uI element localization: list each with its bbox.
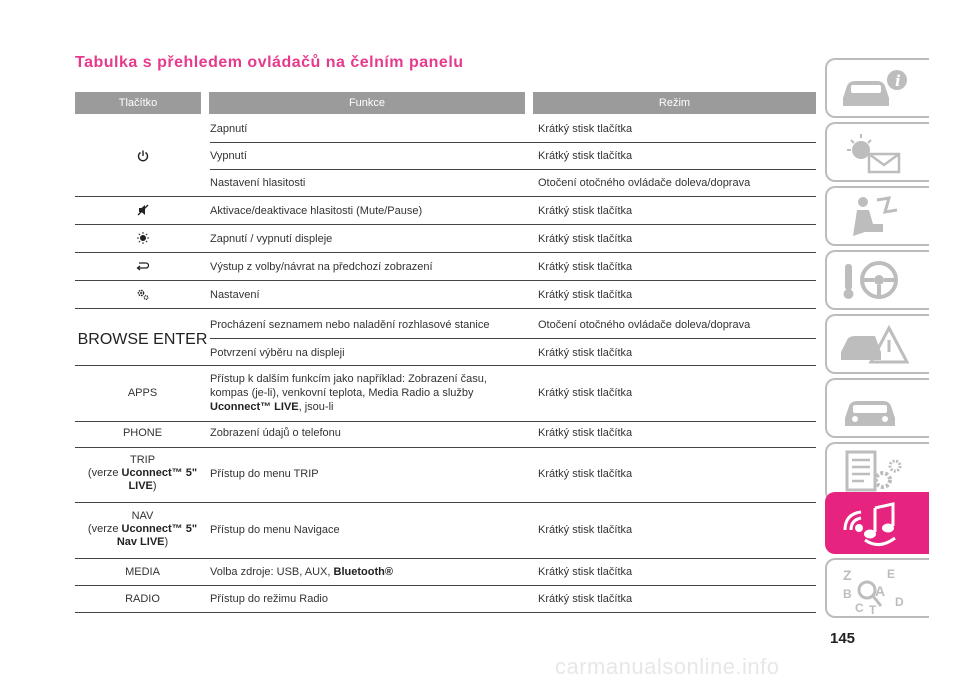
document-gear-icon: [839, 450, 909, 496]
function-prefix: Volba zdroje: USB, AUX,: [210, 566, 334, 578]
row-divider: [75, 280, 816, 281]
row-divider: [75, 196, 816, 197]
bold-term: Nav LIVE: [116, 536, 165, 548]
function-text: Zobrazení údajů o telefonu: [210, 427, 341, 439]
function-text: Přístup do menu TRIP: [210, 468, 319, 480]
seat-airbag-icon: [839, 194, 909, 240]
note-suffix: ): [152, 480, 157, 492]
index-letter: Z: [843, 567, 852, 583]
row-divider: [75, 252, 816, 253]
button-name: TRIP: [129, 454, 156, 466]
tab-seat-airbag[interactable]: [825, 186, 929, 246]
back-arrow-icon: [75, 261, 210, 271]
tab-multimedia[interactable]: [825, 492, 929, 554]
tab-warning-lights[interactable]: [825, 122, 929, 182]
index-letter: T: [869, 603, 877, 616]
page-number: 145: [830, 630, 856, 647]
header-mode: Režim: [533, 92, 816, 114]
mode-text: Krátký stisk tlačítka: [538, 566, 633, 578]
header-function: Funkce: [209, 92, 525, 114]
mode-text: Krátký stisk tlačítka: [538, 261, 633, 273]
function-line: [210, 400, 530, 414]
button-name: RADIO: [125, 593, 160, 605]
row-divider: [75, 585, 816, 586]
mode-text: Krátký stisk tlačítka: [538, 427, 633, 439]
tab-emergency[interactable]: [825, 314, 929, 374]
settings-gear-icon: [75, 288, 210, 300]
svg-text:i: i: [895, 72, 901, 90]
mode-text: Krátký stisk tlačítka: [538, 524, 633, 536]
version-note: [75, 523, 210, 536]
mode-text: Otočení otočného ovládače doleva/doprava: [538, 319, 751, 331]
display-brightness-icon: [75, 232, 210, 244]
function-line: Přístup k dalším funkcím jako například: Zobrazení času,: [210, 373, 487, 385]
mode-text: Krátký stisk tlačítka: [538, 289, 633, 301]
function-text: Přístup do režimu Radio: [210, 593, 328, 605]
function-text: Aktivace/deaktivace hlasitosti (Mute/Pause): [210, 205, 423, 217]
tab-key-steering[interactable]: [825, 250, 929, 310]
row-divider: [75, 502, 816, 503]
tab-index[interactable]: [825, 558, 929, 618]
function-text: Výstup z volby/návrat na předchozí zobrazení: [210, 261, 433, 273]
function-text: Procházení seznamem nebo naladění rozhlasové stanice: [210, 319, 490, 331]
button-cell: [75, 454, 210, 493]
button-name: BROWSE ENTER: [77, 331, 208, 348]
tab-car-info[interactable]: [825, 58, 929, 118]
mode-text: Krátký stisk tlačítka: [538, 233, 633, 245]
mute-icon: [75, 204, 210, 216]
index-letters-icon: [839, 566, 909, 616]
version-note: [75, 536, 210, 549]
index-letter: C: [855, 601, 864, 615]
mode-text: Krátký stisk tlačítka: [538, 150, 633, 162]
power-icon: [75, 150, 210, 162]
button-name: PHONE: [122, 427, 163, 439]
bold-term: Uconnect™ 5": [121, 523, 198, 535]
mode-text: Krátký stisk tlačítka: [538, 205, 633, 217]
watermark: carmanualsonline.info: [555, 654, 780, 679]
row-divider: [75, 308, 816, 309]
function-text: Nastavení: [210, 289, 260, 301]
bold-term: LIVE: [128, 480, 153, 492]
index-letter: B: [843, 587, 852, 601]
function-text: Zapnutí / vypnutí displeje: [210, 233, 333, 245]
version-note: [75, 467, 210, 480]
header-button: Tlačítko: [75, 92, 201, 114]
row-divider: [75, 224, 816, 225]
function-text: Vypnutí: [210, 150, 247, 162]
row-divider: [75, 421, 816, 422]
bold-term: Uconnect™ 5": [121, 467, 198, 479]
row-divider: [75, 612, 816, 613]
function-text: Nastavení hlasitosti: [210, 177, 306, 189]
index-letter: D: [895, 595, 904, 609]
car-service-icon: [839, 386, 909, 432]
mode-text: Krátký stisk tlačítka: [538, 387, 633, 399]
row-divider: [210, 338, 816, 339]
tab-service[interactable]: [825, 378, 929, 438]
table-header: [75, 92, 816, 114]
row-divider: [75, 558, 816, 559]
version-note: [75, 480, 210, 493]
mode-text: Krátký stisk tlačítka: [538, 468, 633, 480]
mode-text: Krátký stisk tlačítka: [538, 123, 633, 135]
button-cell: [75, 510, 210, 549]
note-prefix: (verze: [87, 523, 122, 535]
row-divider: [210, 142, 816, 143]
car-accident-triangle-icon: [839, 322, 909, 368]
bold-term: Uconnect™ LIVE: [210, 401, 299, 413]
row-divider: [210, 169, 816, 170]
function-text: Přístup do menu Navigace: [210, 524, 340, 536]
function-text: [210, 566, 530, 578]
car-info-icon: [839, 66, 909, 112]
key-steering-wheel-icon: [839, 258, 909, 304]
function-line: kompas (je-li), venkovní teplota, Media Radio a služby: [210, 387, 474, 399]
multimedia-music-icon: [839, 500, 909, 550]
note-prefix: (verze: [87, 467, 122, 479]
mode-text: Otočení otočného ovládače doleva/doprava: [538, 177, 751, 189]
index-letter: E: [887, 567, 896, 581]
button-name: APPS: [127, 387, 158, 399]
function-tail: , jsou-li: [298, 401, 334, 413]
mode-text: Krátký stisk tlačítka: [538, 593, 633, 605]
mode-text: Krátký stisk tlačítka: [538, 347, 633, 359]
page-title: Tabulka s přehledem ovládačů na čelním panelu: [75, 54, 464, 71]
function-text: Potvrzení výběru na displeji: [210, 347, 345, 359]
function-text: Zapnutí: [210, 123, 248, 135]
button-name: NAV: [131, 510, 154, 522]
note-suffix: ): [164, 536, 169, 548]
index-letter: A: [875, 583, 886, 599]
row-divider: [75, 365, 816, 366]
warning-lights-message-icon: [839, 130, 909, 176]
function-text: [210, 372, 530, 414]
button-name: MEDIA: [125, 566, 160, 578]
bold-term: Bluetooth®: [333, 566, 393, 578]
row-divider: [75, 447, 816, 448]
